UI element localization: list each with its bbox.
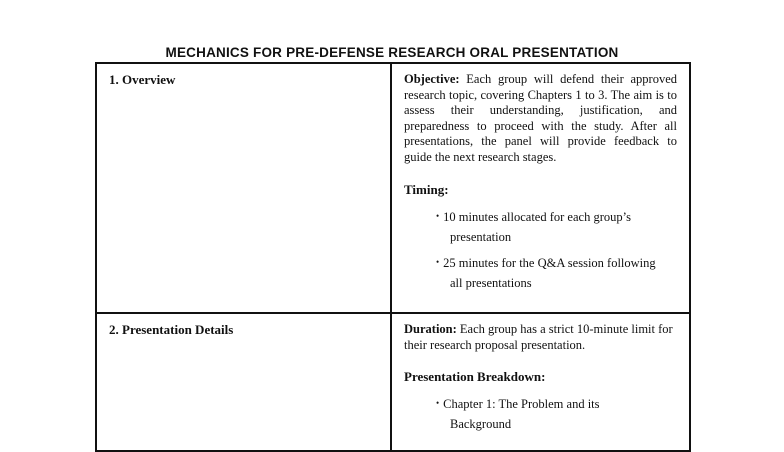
duration-paragraph bbox=[404, 322, 677, 353]
timing-item-text: 25 minutes for the Q&A session following all presentations bbox=[443, 255, 656, 290]
list-item bbox=[428, 393, 677, 434]
timing-list bbox=[404, 206, 677, 293]
section-content-cell bbox=[391, 63, 690, 313]
duration-text: Each group has a strict 10-minute limit for their research proposal presentation. bbox=[404, 322, 673, 352]
list-item bbox=[428, 252, 677, 293]
bullet-dot-icon: • bbox=[436, 256, 440, 267]
section-content-cell bbox=[391, 313, 690, 451]
objective-text: Each group will defend their approved research topic, covering Chapters 1 to 3. The aim is to assess their understanding, justification, and preparedness to proceed with the study. After all presentations, the panel will provide feedback to guide the next research stages. bbox=[404, 72, 678, 164]
bullet-dot-icon: • bbox=[436, 398, 440, 409]
section-title-overview: 1. Overview bbox=[109, 72, 176, 87]
breakdown-label: Presentation Breakdown: bbox=[404, 369, 546, 385]
objective-label: Objective: bbox=[404, 72, 460, 86]
timing-label: Timing: bbox=[404, 181, 449, 197]
timing-item-text: 10 minutes allocated for each group’s presentation bbox=[443, 209, 631, 244]
breakdown-item-text: Chapter 1: The Problem and its Background bbox=[443, 397, 600, 432]
list-item bbox=[428, 206, 677, 247]
objective-paragraph bbox=[404, 72, 677, 166]
duration-label: Duration: bbox=[404, 322, 457, 336]
table-row-presentation-details bbox=[96, 313, 690, 451]
bullet-dot-icon: • bbox=[436, 210, 440, 221]
document-title: MECHANICS FOR PRE-DEFENSE RESEARCH ORAL PRESENTATION bbox=[165, 45, 619, 60]
breakdown-list bbox=[404, 393, 677, 434]
mechanics-table bbox=[95, 62, 691, 452]
section-title-cell bbox=[96, 63, 391, 313]
section-title-cell bbox=[96, 313, 391, 451]
section-title-presentation-details: 2. Presentation Details bbox=[109, 322, 234, 337]
table-row-overview bbox=[96, 63, 690, 313]
